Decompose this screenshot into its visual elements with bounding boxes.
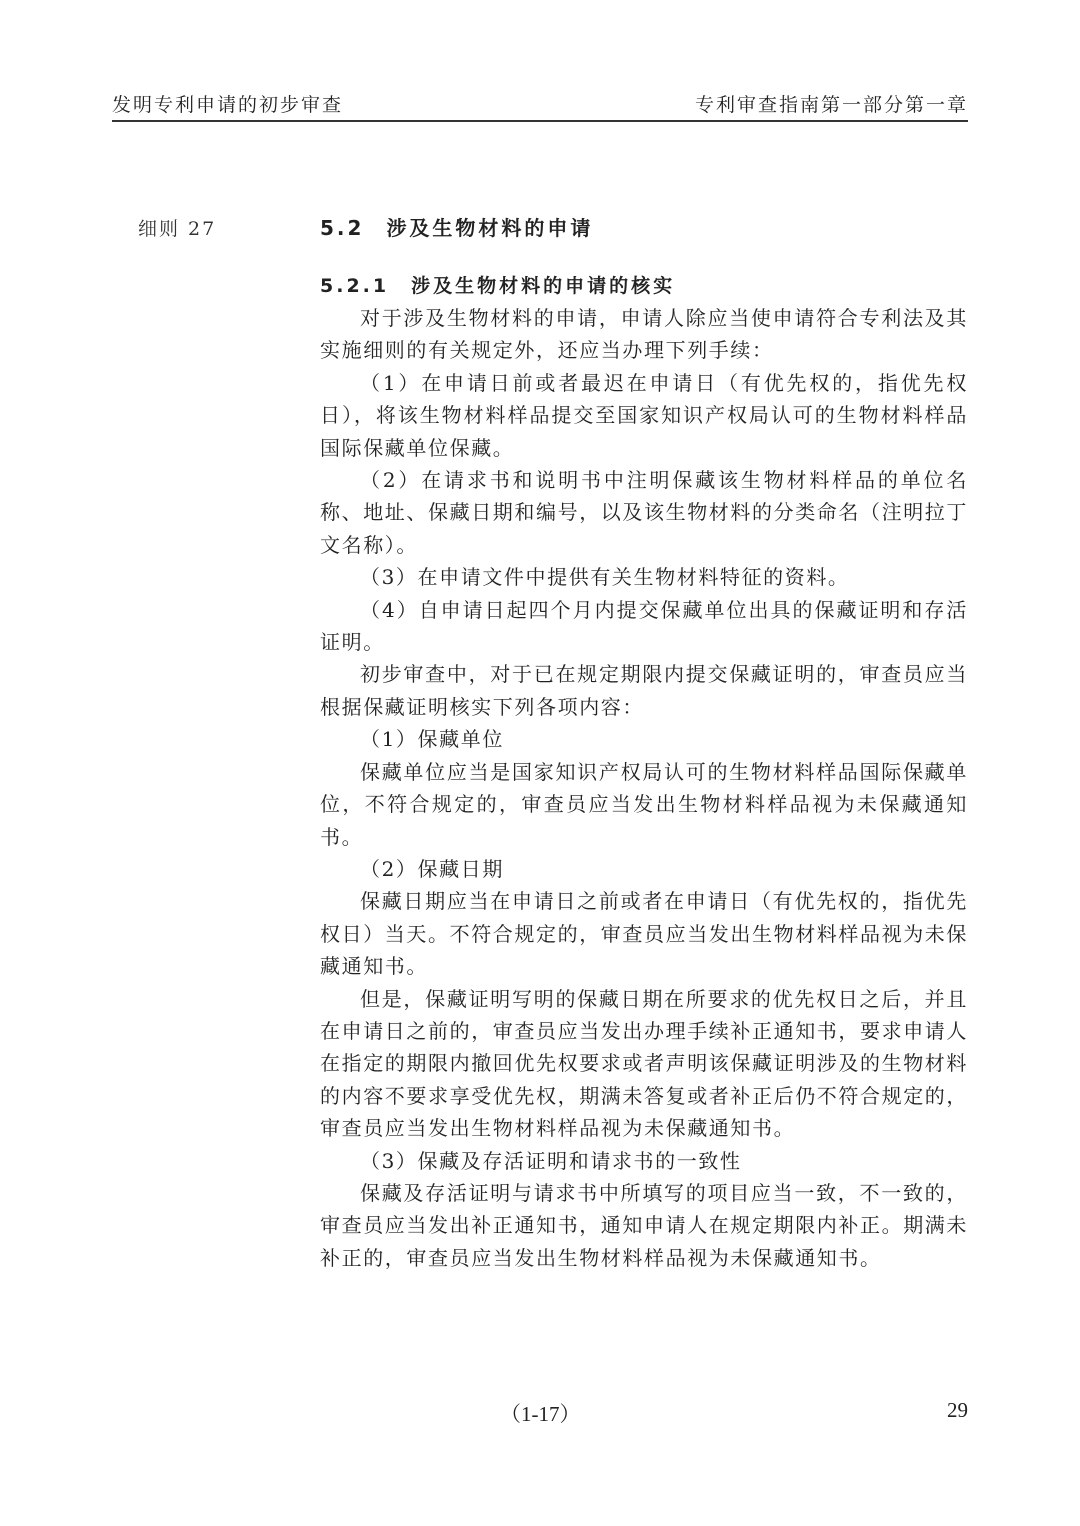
paragraph: （1）在申请日前或者最迟在申请日（有优先权的，指优先权日），将该生物材料样品提交至国家知识产权局认可的生物材料样品国际保藏单位保藏。 [320,370,968,460]
paragraph: （4）自申请日起四个月内提交保藏单位出具的保藏证明和存活证明。 [320,597,968,655]
subsection-heading [320,270,968,302]
margin-rule-reference: 细则 27 [138,218,217,240]
paragraph: （3）在申请文件中提供有关生物材料特征的资料。 [360,565,850,590]
paragraph: 保藏及存活证明与请求书中所填写的项目应当一致，不一致的，审查员应当发出补正通知书，通知申请人在规定期限内补正。期满未补正的，审查员应当发出生物材料样品视为未保藏通知书。 [320,1180,968,1270]
header-book-part: 专利审查指南第一部分第一章 [694,94,968,116]
paragraph: （2）在请求书和说明书中注明保藏该生物材料样品的单位名称、地址、保藏日期和编号，以及该生物材料的分类命名（注明拉丁文名称）。 [320,468,968,557]
section-number: 5.2 [320,216,365,240]
subsection-number: 5.2.1 [320,275,390,297]
list-heading: （3）保藏及存活证明和请求书的一致性 [360,1148,742,1173]
paragraph: 保藏日期应当在申请日之前或者在申请日（有优先权的，指优先权日）当天。不符合规定的，审查员应当发出生物材料样品视为未保藏通知书。 [320,889,968,979]
page-body [320,210,968,1274]
paragraph: 对于涉及生物材料的申请，申请人除应当使申请符合专利法及其实施细则的有关规定外，还应当办理下列手续： [320,306,968,363]
list-heading: （1）保藏单位 [360,727,504,752]
header-chapter-title: 发明专利申请的初步审查 [112,94,344,116]
paragraph: 初步审查中，对于已在规定期限内提交保藏证明的，审查员应当根据保藏证明核实下列各项内容： [320,662,968,719]
section-heading [320,210,968,250]
page-number: 29 [947,1398,968,1422]
paragraph: 但是，保藏证明写明的保藏日期在所要求的优先权日之后，并且在申请日之前的，审查员应当发出办理手续补正通知书，要求申请人在指定的期限内撤回优先权要求或者声明该保藏证明涉及的生物材料的内容不要求享受优先权，期满未答复或者补正后仍不符合规定的，审查员应当发出生物材料样品视为未保藏通知书。 [320,986,968,1141]
running-header [112,86,968,122]
subsection-title: 涉及生物材料的申请的核实 [411,275,676,297]
paragraph: 保藏单位应当是国家知识产权局认可的生物材料样品国际保藏单位，不符合规定的，审查员应当发出生物材料样品视为未保藏通知书。 [320,759,968,849]
section-title: 涉及生物材料的申请 [386,216,594,240]
list-heading: （2）保藏日期 [360,856,504,881]
footer-section-code: （1-17） [500,1402,581,1426]
